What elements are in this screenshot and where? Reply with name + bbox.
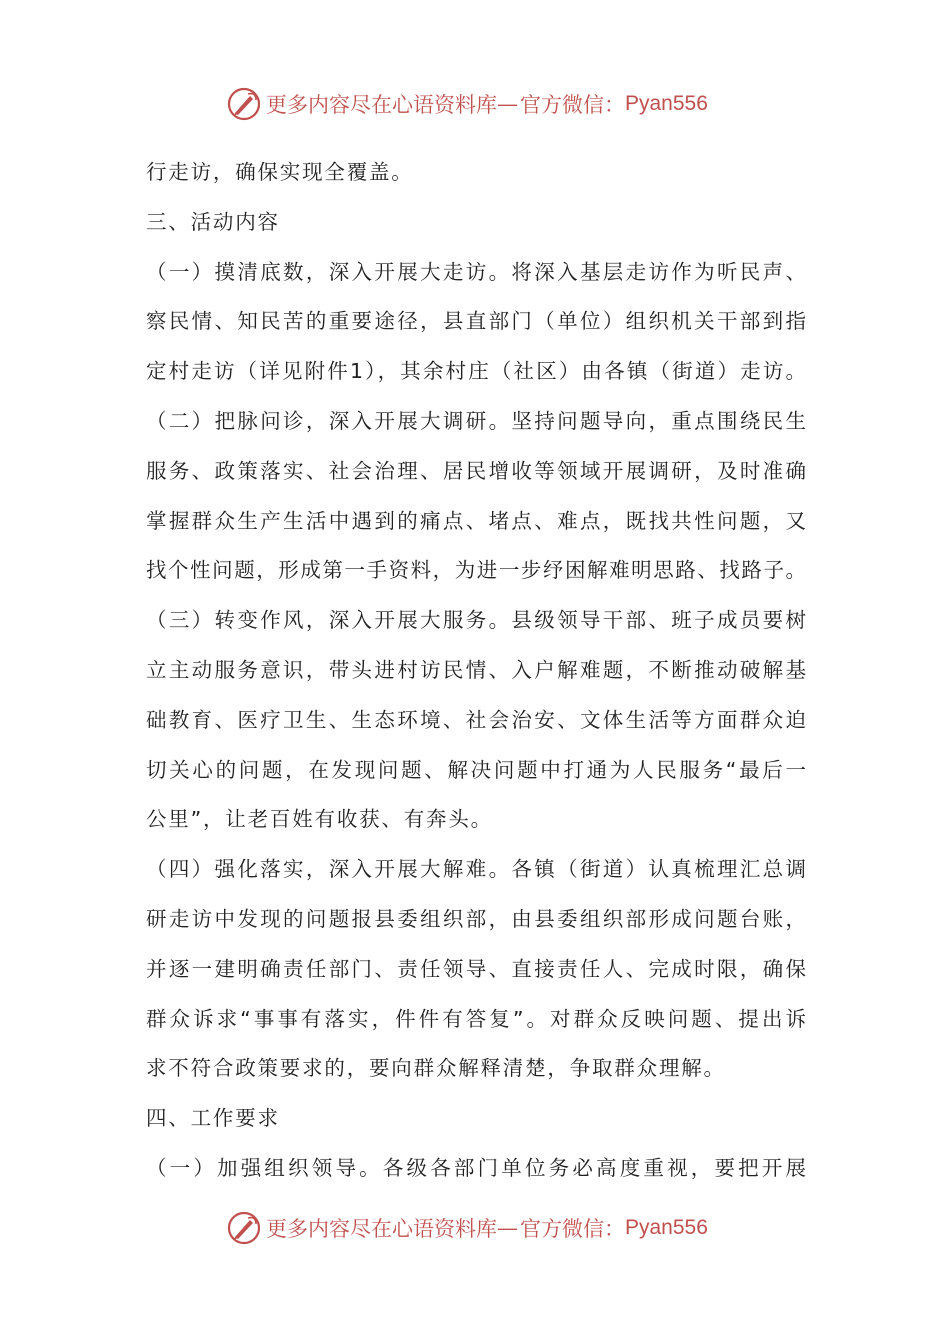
watermark-site-text: 更多内容尽在心语资料库 [266,1217,497,1241]
text-line: 群众诉求“事事有落实，件件有答复”。对群众反映问题、提出诉 [146,1006,806,1031]
watermark-header [226,84,708,124]
text-line: 求不符合政策要求的，要向群众解释清楚，争取群众理解。 [146,1056,726,1081]
text-line: 研走访中发现的问题报县委组织部，由县委组织部形成问题台账， [146,906,806,931]
text-line: （三）转变作风，深入开展大服务。县级领导干部、班子成员要树 [146,608,806,633]
text-line: 础教育、医疗卫生、生态环境、社会治安、文体生活等方面群众迫 [146,707,806,732]
text-line: 服务、政策落实、社会治理、居民增收等领域开展调研，及时准确 [146,458,806,483]
text-line: （一）加强组织领导。各级各部门单位务必高度重视，要把开展 [146,1155,806,1180]
section-heading: 四、工作要求 [146,1106,280,1131]
text-line: 行走访，确保实现全覆盖。 [146,160,414,184]
text-line: 切关心的问题，在发现问题、解决问题中打通为人民服务“最后一 [146,757,806,782]
text-line: 定村走访（详见附件1），其余村庄（社区）由各镇（街道）走访。 [146,359,806,384]
watermark-separator: — [497,1216,518,1240]
document-body [146,148,806,1194]
section-heading: 三、活动内容 [146,209,280,234]
watermark-separator: — [497,92,518,116]
pen-logo-icon [226,1210,262,1246]
text-line: 掌握群众生产生活中遇到的痛点、堵点、难点，既找共性问题，又 [146,508,806,533]
text-line: 公里”，让老百姓有收获、有奔头。 [146,807,493,832]
watermark-footer [226,1208,708,1248]
text-line: 找个性问题，形成第一手资料，为进一步纾困解难明思路、找路子。 [146,558,806,583]
text-line: （四）强化落实，深入开展大解难。各镇（街道）认真梳理汇总调 [146,857,806,882]
watermark-label: 官方微信： [520,1217,625,1241]
text-line: 察民情、知民苦的重要途径，县直部门（单位）组织机关干部到指 [146,309,806,334]
watermark-label: 官方微信： [520,93,625,117]
text-line: （二）把脉问诊，深入开展大调研。坚持问题导向，重点围绕民生 [146,408,806,433]
text-line: 立主动服务意识，带头进村访民情、入户解难题，不断推动破解基 [146,657,806,682]
watermark-wechat-id: Pyan556 [625,1216,708,1239]
text-line: 并逐一建明确责任部门、责任领导、直接责任人、完成时限，确保 [146,956,806,981]
pen-logo-icon [226,86,262,122]
text-line: （一）摸清底数，深入开展大走访。将深入基层走访作为听民声、 [146,259,806,284]
watermark-site-text: 更多内容尽在心语资料库 [266,93,497,117]
watermark-wechat-id: Pyan556 [625,92,708,115]
